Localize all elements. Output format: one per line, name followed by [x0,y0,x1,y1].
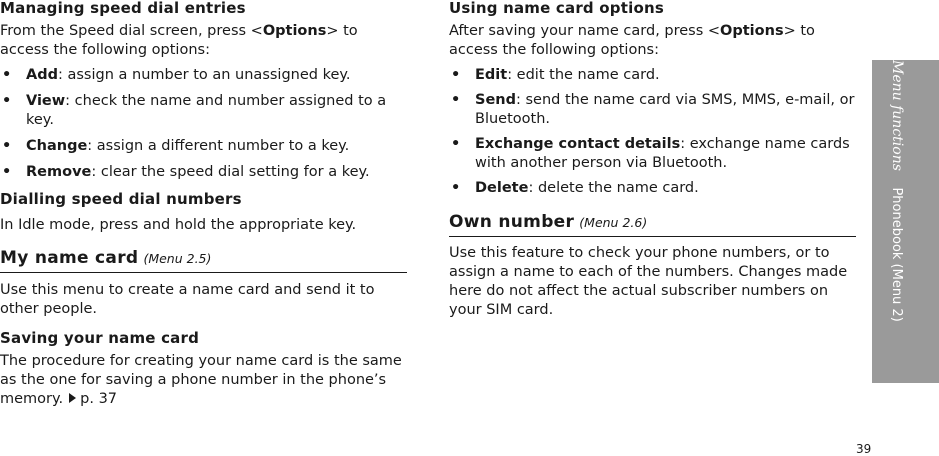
list-item: • Add: assign a number to an unassigned key. [2,67,351,83]
chapter-side-tab-label [888,60,905,322]
chapter-side-tab [872,60,939,383]
managing-intro: From the Speed dial screen, press <Options> to access the following options: [0,23,358,58]
own-number-text: Use this feature to check your phone numbers, or to assign a name to each of the numbers. Changes made here do not affect the actual subscriber numbers on your SIM card. [449,245,848,318]
name-card-section-heading: My name card (Menu 2.5) [0,248,407,273]
using-heading: Using name card options [449,0,664,17]
managing-heading: Managing speed dial entries [0,0,246,17]
section-label: Menu functions [889,60,905,171]
list-item: • Delete: delete the name card. [451,180,699,196]
left-column [0,0,407,409]
using-intro: After saving your name card, press <Options> to access the following options: [449,23,815,58]
list-item: • Change: assign a different number to a key. [2,138,350,154]
saving-text: The procedure for creating your name card is the same as the one for saving a phone number in the phone’s memory. p. 37 [0,353,402,407]
own-number-section-heading: Own number (Menu 2.6) [449,212,856,237]
list-item: • Send: send the name card via SMS, MMS, e-mail, or Bluetooth. [451,92,855,127]
right-column [449,0,856,320]
list-item: • Remove: clear the speed dial setting for a key. [2,164,370,180]
speed-dial-options-list [0,66,407,182]
dialling-heading: Dialling speed dial numbers [0,190,242,208]
subsection-label: Phonebook (Menu 2) [889,187,904,322]
name-card-options-list [449,66,856,198]
saving-heading: Saving your name card [0,329,200,347]
list-item: • Edit: edit the name card. [451,67,660,83]
name-card-text: Use this menu to create a name card and send it to other people. [0,282,375,317]
page-reference: p. 37 [80,391,118,407]
page-reference-icon [69,393,76,403]
page-number: 39 [856,442,872,456]
dialling-text: In Idle mode, press and hold the appropriate key. [0,217,357,233]
list-item: • Exchange contact details: exchange name cards with another person via Bluetooth. [451,136,850,171]
list-item: • View: check the name and number assigned to a key. [2,93,387,128]
